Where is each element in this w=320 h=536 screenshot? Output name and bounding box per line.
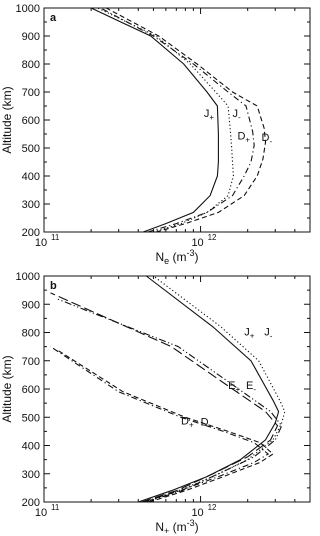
y-tick-label: 700 [21, 87, 40, 99]
curve-label: $D_+$ [237, 130, 251, 145]
series-line-Eplus [51, 293, 278, 502]
series-line-Jplus [91, 8, 218, 232]
curve-label: $J_+$ [244, 326, 255, 341]
y-tick-label: 300 [21, 199, 40, 211]
panel-label: a [50, 12, 57, 24]
panel-a [0, 3, 310, 266]
series-line-Jminus [145, 276, 285, 502]
curve-label: $E_-$ [245, 380, 256, 394]
x-tick-exponent: 11 [51, 233, 60, 242]
plot-frame [44, 8, 310, 232]
series-line-Dminus [106, 8, 265, 232]
x-tick-label: 10 [191, 237, 204, 249]
y-tick-label: 400 [21, 171, 40, 183]
y-tick-label: 300 [21, 468, 40, 481]
curve-label: $D_+$ [181, 415, 194, 430]
y-tick-label: 200 [21, 497, 40, 509]
x-tick-label: 10 [34, 507, 48, 519]
y-tick-label: 500 [21, 143, 40, 155]
y-tick-label: 600 [21, 384, 40, 396]
y-axis-label: Altitude (km) [0, 86, 14, 154]
y-tick-label: 800 [21, 327, 40, 340]
y-axis-label: Altitude (km) [0, 355, 14, 423]
x-tick-label: 10 [34, 237, 48, 249]
y-tick-label: 500 [21, 412, 40, 425]
x-axis-label: $N_e$ $(m^{-3})$ [155, 248, 199, 266]
curve-label: $J_+$ [203, 108, 215, 123]
series-line-Dplus [51, 347, 269, 502]
curve-label: $D_-$ [261, 132, 273, 146]
y-tick-label: 200 [21, 227, 40, 239]
y-tick-label: 600 [21, 115, 40, 127]
y-tick-label: 900 [21, 31, 40, 43]
curve-label: $J_-$ [232, 108, 241, 123]
x-axis-label: $N_+$ $(m^{-3})$ [155, 518, 199, 536]
curve-label: $J_-$ [264, 326, 273, 341]
y-tick-label: 400 [21, 440, 40, 453]
y-tick-label: 800 [21, 59, 40, 71]
y-tick-label: 1000 [15, 271, 40, 283]
y-tick-label: 700 [21, 355, 40, 368]
y-tick-label: 1000 [15, 3, 40, 15]
panel-label: b [50, 280, 57, 292]
y-tick-label: 900 [21, 299, 40, 312]
x-tick-label: 10 [191, 507, 204, 519]
curve-label: $E_+$ [228, 380, 241, 394]
x-tick-exponent: 12 [207, 233, 217, 242]
x-tick-exponent: 11 [51, 503, 60, 512]
x-tick-exponent: 12 [207, 503, 217, 512]
series-line-Jplus [138, 276, 278, 502]
series-line-Dplus [101, 8, 255, 232]
panel-b [0, 271, 310, 536]
curve-label: $D_-$ [200, 416, 212, 431]
